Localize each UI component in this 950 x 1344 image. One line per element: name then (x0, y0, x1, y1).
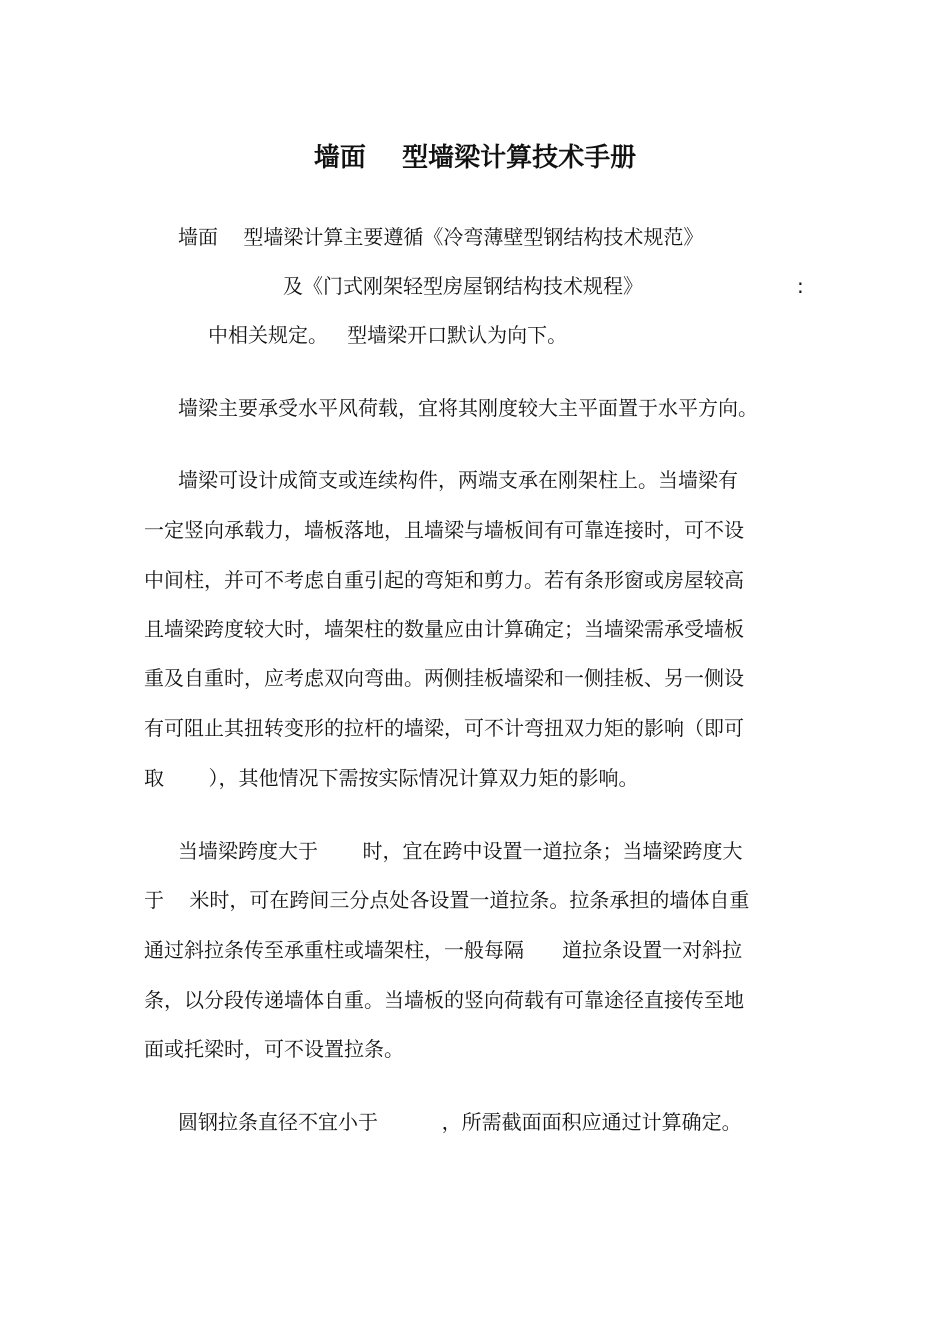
paragraph-line: 圆钢拉条直径不宜小于 ，所需截面面积应通过计算确定。 (178, 1110, 742, 1134)
paragraph-line: 通过斜拉条传至承重柱或墙架柱，一般每隔 道拉条设置一对斜拉 (144, 938, 743, 962)
paragraph-line: 墙梁可设计成简支或连续构件，两端支承在刚架柱上。当墙梁有 (178, 468, 738, 492)
paragraph-line: 于 米时，可在跨间三分点处各设置一道拉条。拉条承担的墙体自重 (144, 888, 750, 912)
paragraph-line: 重及自重时，应考虑双向弯曲。两侧挂板墙梁和一侧挂板、另一侧设 (144, 666, 744, 690)
paragraph-line: 墙梁主要承受水平风荷载，宜将其刚度较大主平面置于水平方向。 (178, 396, 758, 420)
paragraph-line: : (797, 274, 804, 298)
paragraph-line: 条，以分段传递墙体自重。当墙板的竖向荷载有可靠途径直接传至地 (144, 988, 744, 1012)
paragraph-line: 面或托梁时，可不设置拉条。 (144, 1037, 404, 1061)
paragraph-line: 中间柱，并可不考虑自重引起的弯矩和剪力。若有条形窗或房屋较高 (144, 568, 744, 592)
paragraph-line: 一定竖向承载力，墙板落地，且墙梁与墙板间有可靠连接时，可不设 (144, 518, 744, 542)
paragraph-line: 且墙梁跨度较大时，墙架柱的数量应由计算确定；当墙梁需承受墙板 (144, 617, 744, 641)
paragraph-line: 中相关规定。 型墙梁开口默认为向下。 (208, 323, 568, 347)
document-title: 墙面 型墙梁计算技术手册 (313, 143, 637, 173)
paragraph-line: 墙面 型墙梁计算主要遵循《冷弯薄壁型钢结构技术规范》 (178, 225, 704, 249)
paragraph-line: 当墙梁跨度大于 时，宜在跨中设置一道拉条；当墙梁跨度大 (178, 839, 743, 863)
paragraph-line: 取 ），其他情况下需按实际情况计算双力矩的影响。 (144, 766, 639, 790)
paragraph-line: 有可阻止其扭转变形的拉杆的墙梁，可不计弯扭双力矩的影响（即可 (144, 716, 744, 740)
paragraph-line: 及《门式刚架轻型房屋钢结构技术规程》 (283, 274, 643, 298)
